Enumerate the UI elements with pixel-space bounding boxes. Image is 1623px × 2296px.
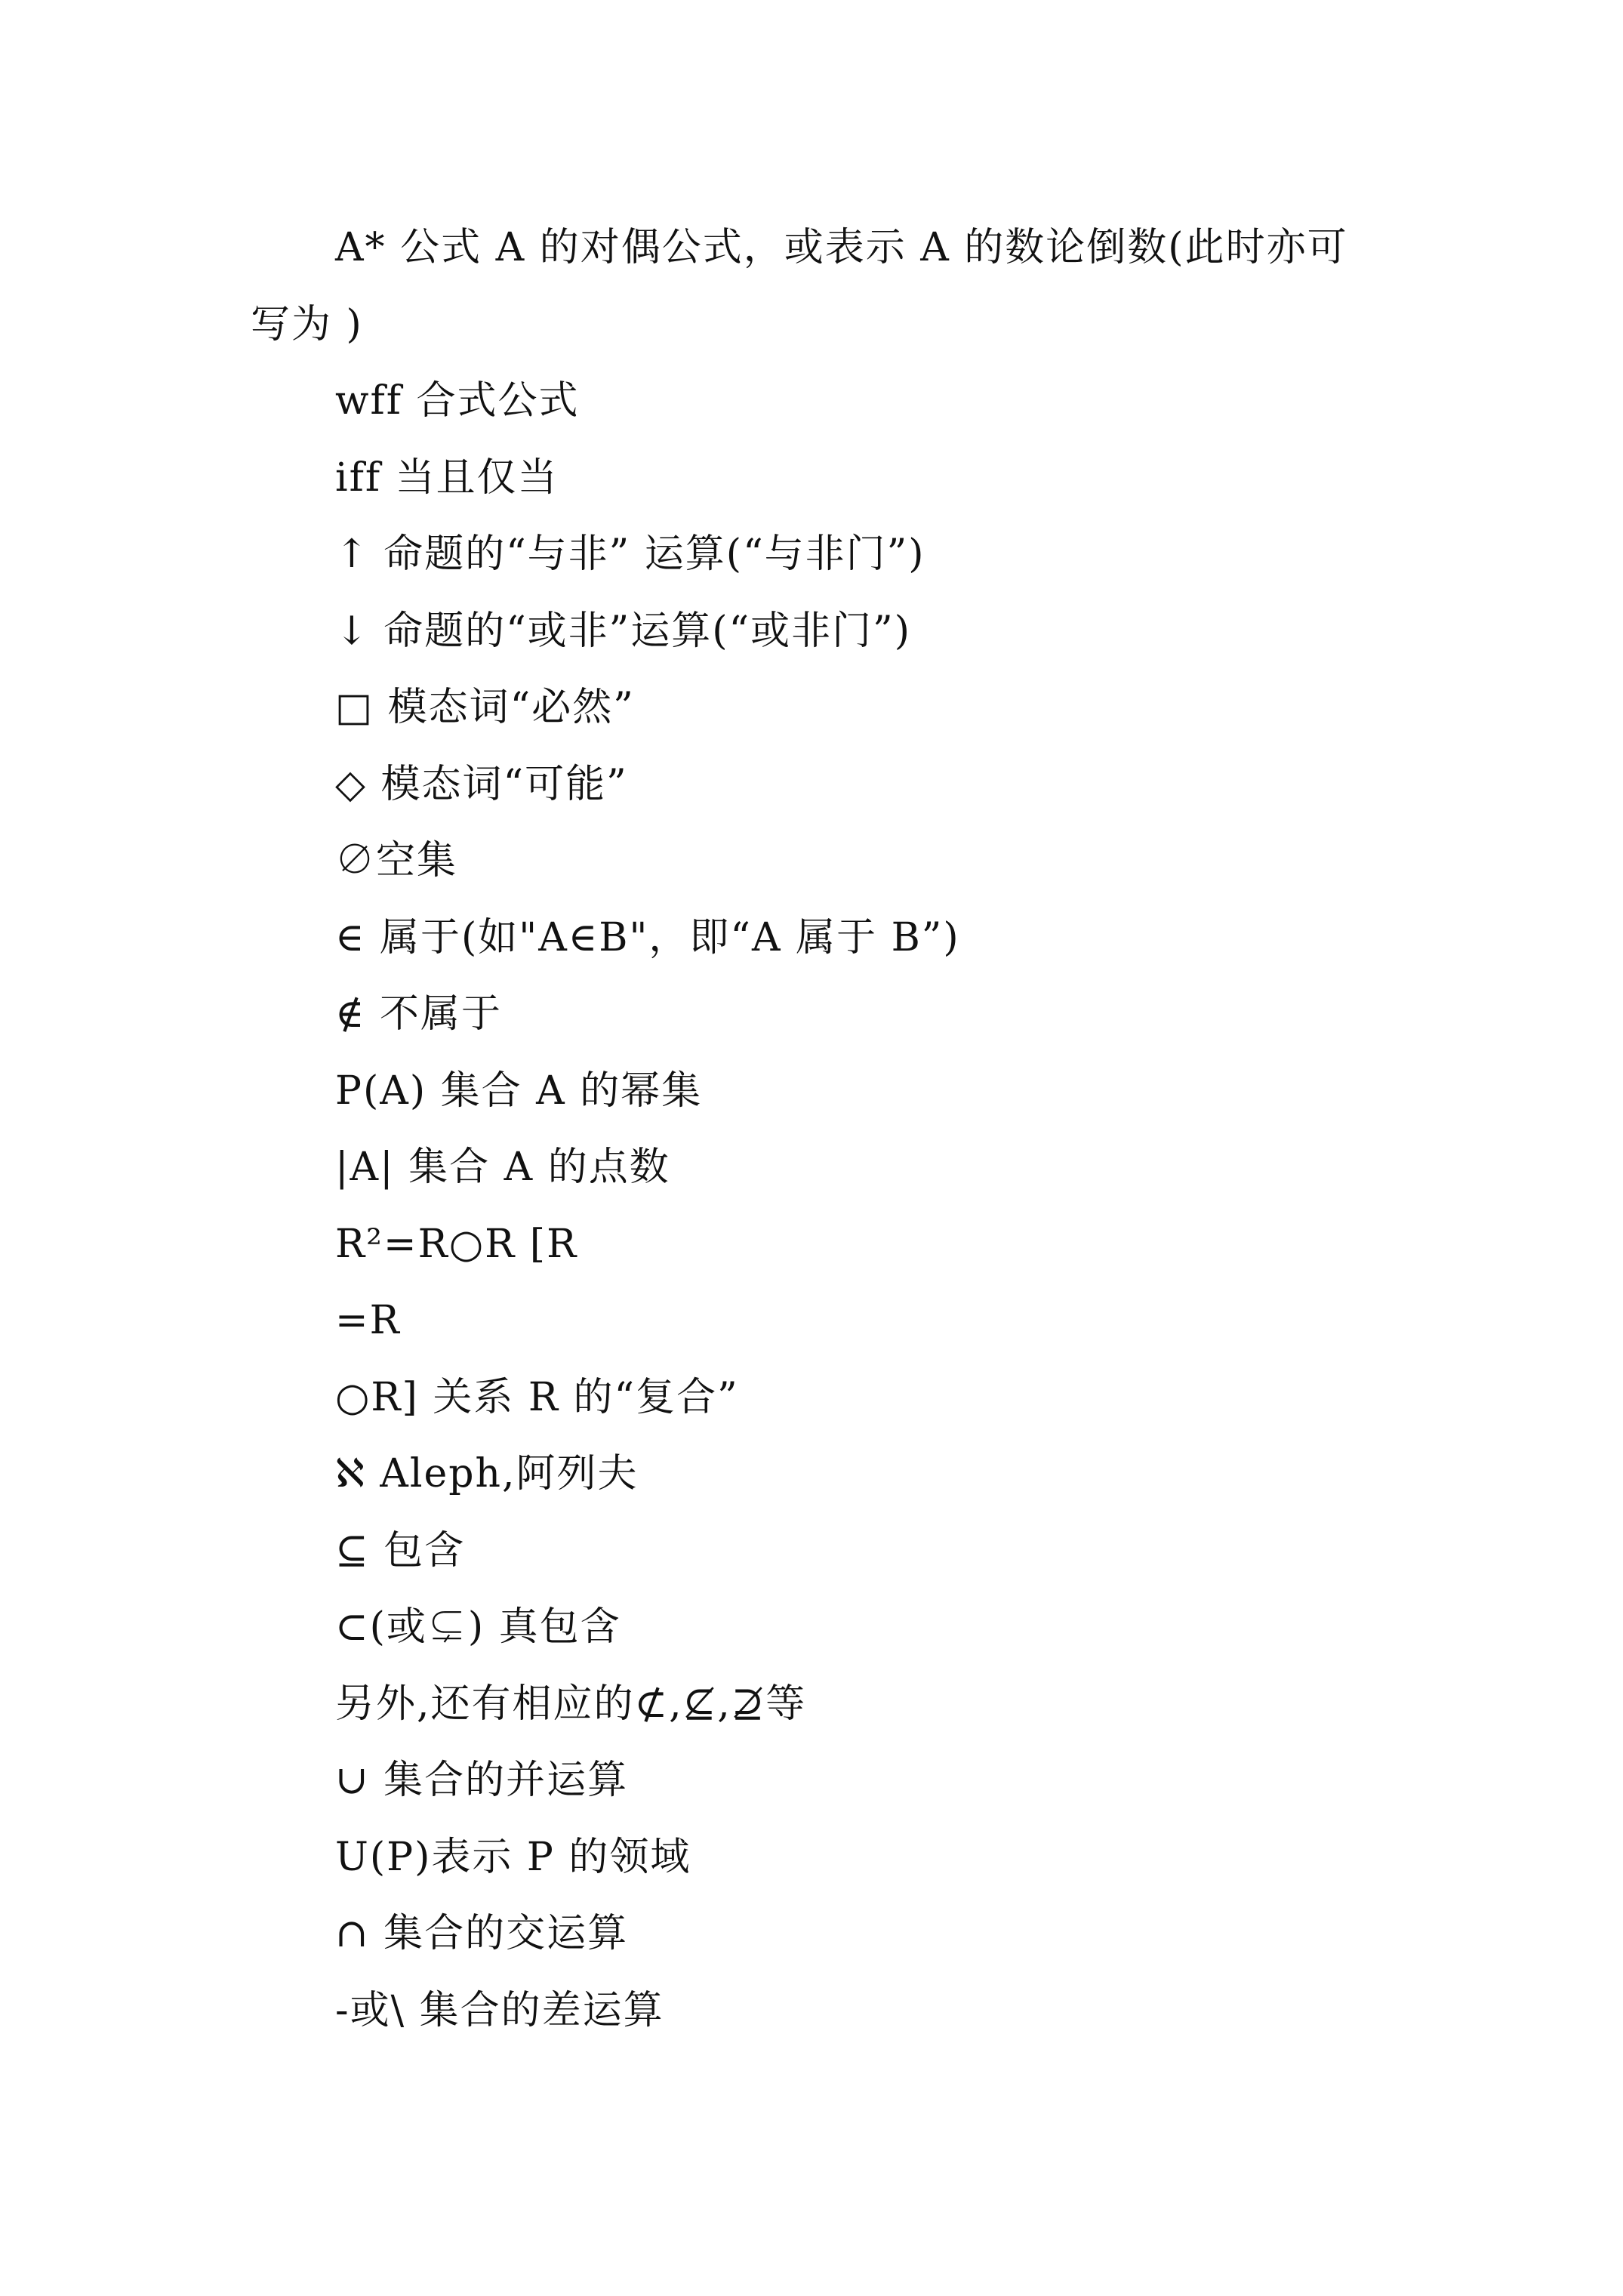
- text-line-union: ∪ 集合的并运算: [335, 1758, 629, 1803]
- text-line-wff: wff 合式公式: [335, 378, 580, 424]
- text-line-cardinality: |A| 集合 A 的点数: [335, 1145, 670, 1190]
- text-line-possibility: ◇ 模态词“可能”: [335, 761, 628, 807]
- text-line-composition-end: ○R] 关系 R 的“复合”: [335, 1374, 739, 1420]
- text-line-necessity: □ 模态词“必然”: [335, 685, 635, 730]
- text-line-difference: -或\ 集合的差运算: [335, 1987, 664, 2033]
- text-line-dual-formula-continued: 写为 ): [251, 301, 363, 347]
- document-body: [251, 210, 1398, 2049]
- text-line-nor: ↓ 命题的“或非”运算(“或非门”): [335, 608, 912, 654]
- text-line-intersection: ∩ 集合的交运算: [335, 1911, 629, 1956]
- text-line-related-symbols: 另外,还有相应的⊄,⊈,⊉等: [335, 1681, 807, 1727]
- text-line-power-set: P(A) 集合 A 的幂集: [335, 1068, 703, 1114]
- text-line-aleph: ℵ Aleph,阿列夫: [335, 1451, 639, 1496]
- text-line-element-of: ∈ 属于(如"A∈B"，即“A 属于 B”): [335, 914, 960, 960]
- text-line-proper-subset: ⊂(或⊊) 真包含: [335, 1604, 621, 1650]
- text-line-composition-start: R²=R○R [R: [335, 1221, 578, 1267]
- text-line-domain: U(P)表示 P 的领域: [335, 1834, 691, 1880]
- text-line-empty-set: ∅空集: [335, 838, 458, 883]
- text-line-iff: iff 当且仅当: [335, 455, 559, 501]
- text-line-composition-middle: =R: [335, 1298, 401, 1343]
- text-line-dual-formula: A* 公式 A 的对偶公式，或表示 A 的数论倒数(此时亦可: [335, 225, 1348, 270]
- text-line-not-element-of: ∉ 不属于: [335, 991, 503, 1037]
- text-line-subset: ⊆ 包含: [335, 1527, 466, 1573]
- text-line-nand: ↑ 命题的“与非” 运算(“与非门”): [335, 532, 925, 577]
